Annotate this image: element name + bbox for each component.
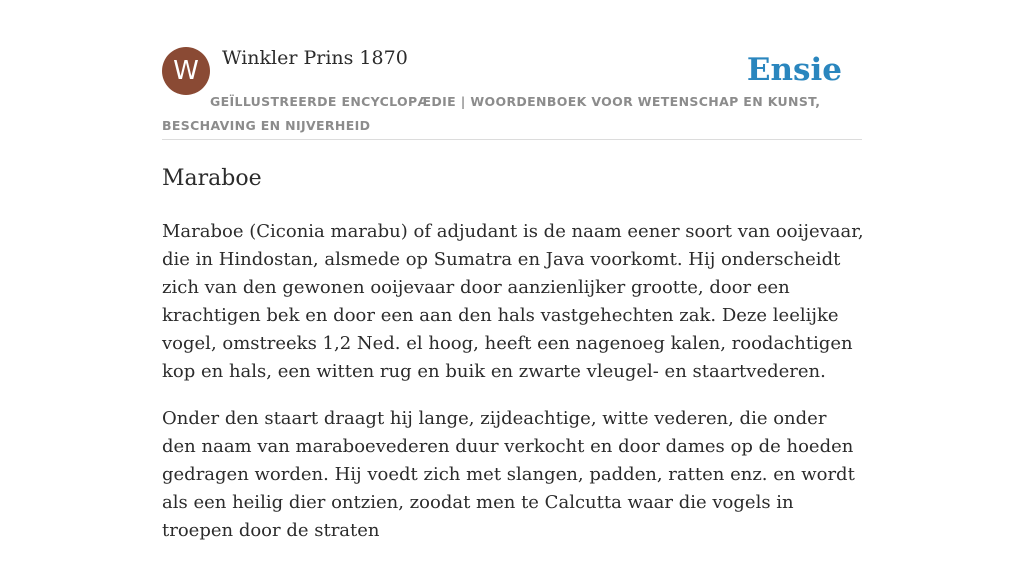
article	[162, 162, 864, 564]
source-name-link[interactable]: Winkler Prins 1870	[222, 47, 408, 69]
source-subtitle: GEÏLLUSTREERDE ENCYCLOPÆDIE | WOORDENBOEK VOOR WETENSCHAP EN KUNST, BESCHAVING EN NIJVERHEID	[162, 94, 821, 133]
article-paragraph: Onder den staart draagt hij lange, zijdeachtige, witte vederen, die onder den naam van maraboevederen duur verkocht en door dames op de hoeden gedragen worden. Hij voedt zich met slangen, padden, ratten enz. en wordt als een heilig dier ontzien, zoodat men te Calcutta waar die vogels in troepen door de straten	[162, 408, 855, 541]
article-title: Maraboe	[162, 166, 262, 191]
ensie-logo-link[interactable]: Ensie	[746, 52, 842, 88]
article-paragraph: Maraboe (Ciconia marabu) of adjudant is de naam eener soort van ooijevaar, die in Hindostan, alsmede op Sumatra en Java voorkomt. Hij onderscheidt zich van den gewonen ooijevaar door aanzienlijker grootte, door een krachtigen bek en door een aan den hals vastgehechten zak. Deze leelijke vogel, omstreeks 1,2 Ned. el hoog, heeft een nagenoeg kalen, roodachtigen kop en hals, een witten rug en buik en zwarte vleugel- en staartvederen.	[162, 221, 864, 382]
source-avatar[interactable]: W	[162, 47, 210, 95]
source-header	[162, 46, 862, 140]
